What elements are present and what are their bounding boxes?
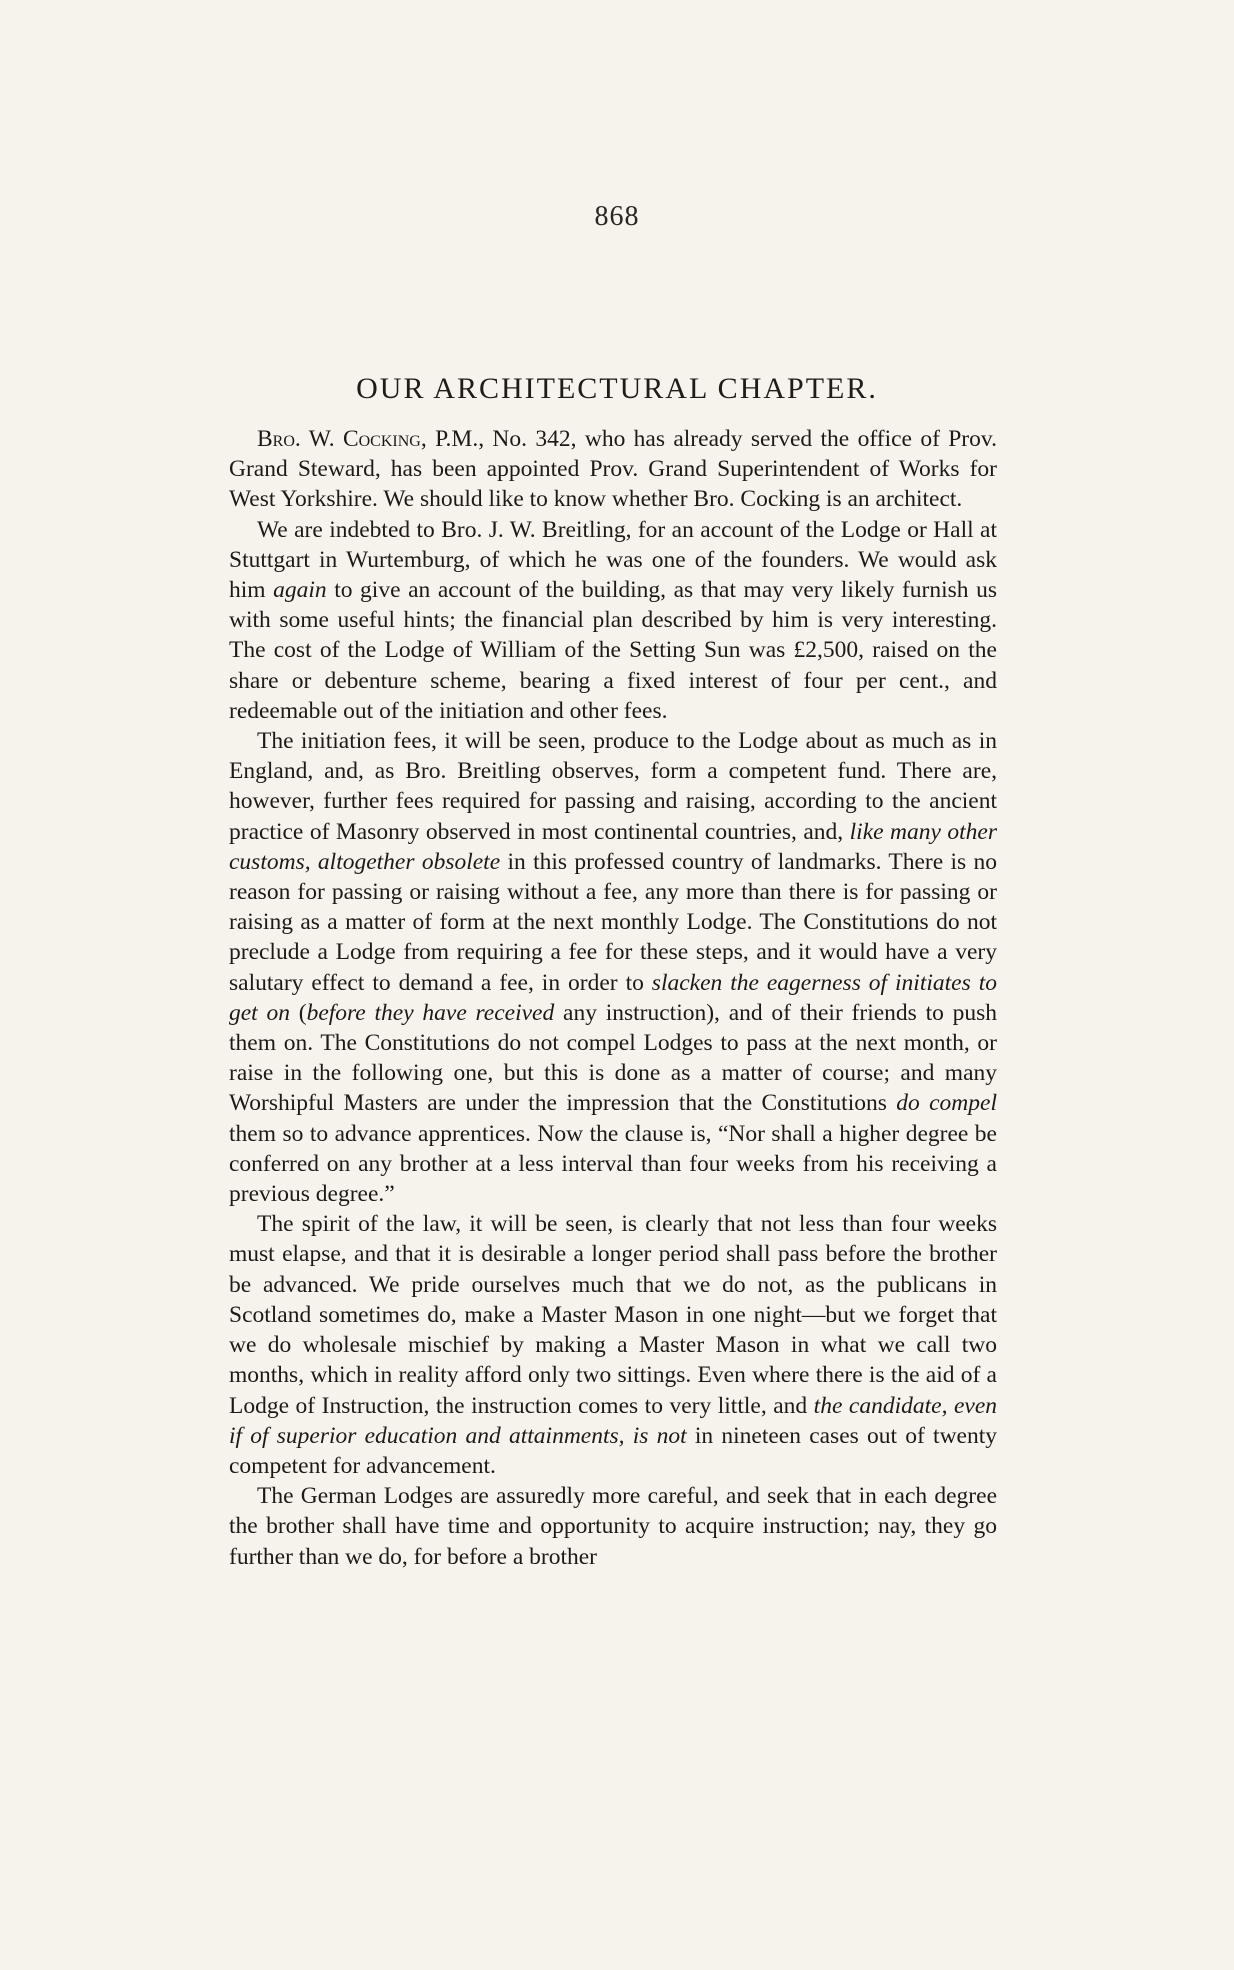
page-number: 868: [594, 201, 640, 232]
paragraph-text: them so to advance apprentices. Now the clause is, “Nor shall a higher degree be conferred on any brother at a less interval than four weeks from his receiving a previous degree.”: [229, 1120, 997, 1208]
paragraph-1: [229, 424, 997, 515]
paragraph-text: (: [289, 999, 307, 1026]
paragraph-text: in nineteen cases out of twenty competent for advancement.: [229, 1422, 997, 1479]
italic-text: again: [273, 577, 327, 604]
article-title: OUR ARCHITECTURAL CHAPTER.: [356, 372, 878, 405]
author-name: Bro. W. Cocking: [257, 426, 421, 452]
paragraph-text: The German Lodges are assuredly more careful, and seek that in each degree the brother shall have time and opportunity to acquire instruction; nay, they go further than we do, for before a brother: [229, 1483, 997, 1570]
paragraph-text: The initiation fees, it will be seen, produce to the Lodge about as much as in England, and, as Bro. Breitling observes, form a competent fund. There are, however, further fees required for passing and raising, according to the ancient practice of Masonry observed in most continental countries, and,: [229, 728, 997, 845]
paragraph-2: [229, 515, 997, 726]
paragraph-text: in this professed country of landmarks. There is no reason for passing or raising without a fee, any more than there is for passing or raising as a matter of form at the next monthly Lodge. The Constitutions do not preclude a Lodge from requiring a fee for these steps, and it would have a very salutary effect to demand a fee, in order to: [229, 848, 997, 996]
paragraph-text: We are indebted to Bro. J. W. Breitling, for an account of the Lodge or Hall at Stuttgart in Wurtemburg, of which he was one of the founders. We would ask him: [229, 516, 997, 604]
paragraph-5: [229, 1481, 997, 1572]
italic-text: before they have received: [306, 999, 555, 1026]
article-body: [229, 424, 997, 1572]
italic-text: do compel: [896, 1090, 997, 1117]
paragraph-text: any instruction), and of their friends to push them on. The Constitutions do not compel Lodges to pass at the next month, or raise in the following one, but this is done as a matter of course; and many Worshipful Masters are under the impression that the Constitutions: [229, 999, 998, 1117]
paragraph-text: , P.M., No. 342, who has already served the office of Prov. Grand Steward, has been appointed Prov. Grand Superintendent of Works for West Yorkshire. We should like to know whether Bro. Cocking is an architect.: [229, 426, 997, 513]
paragraph-4: [229, 1209, 997, 1481]
italic-text: the candidate, even if of superior education and attainments, is not: [229, 1392, 998, 1449]
italic-text: like many other customs, altogether obsolete: [229, 818, 997, 875]
paragraph-text: The spirit of the law, it will be seen, is clearly that not less than four weeks must elapse, and that it is desirable a longer period shall pass before the brother be advanced. We pride ourselves much that we do not, as the publicans in Scotland sometimes do, make a Master Mason in one night—but we forget that we do wholesale mischief by making a Master Mason in what we call two months, which in reality afford only two sittings. Even where there is the aid of a Lodge of Instruction, the instruction comes to very little, and: [229, 1211, 997, 1419]
paragraph-text: to give an account of the building, as that may very likely furnish us with some useful hints; the financial plan described by him is very interesting. The cost of the Lodge of William of the Setting Sun was £2,500, raised on the share or debenture scheme, bearing a fixed interest of four per cent., and redeemable out of the initiation and other fees.: [229, 577, 997, 724]
paragraph-3: [229, 726, 997, 1209]
italic-text: slacken the eagerness of initiates to get on: [229, 969, 997, 1026]
